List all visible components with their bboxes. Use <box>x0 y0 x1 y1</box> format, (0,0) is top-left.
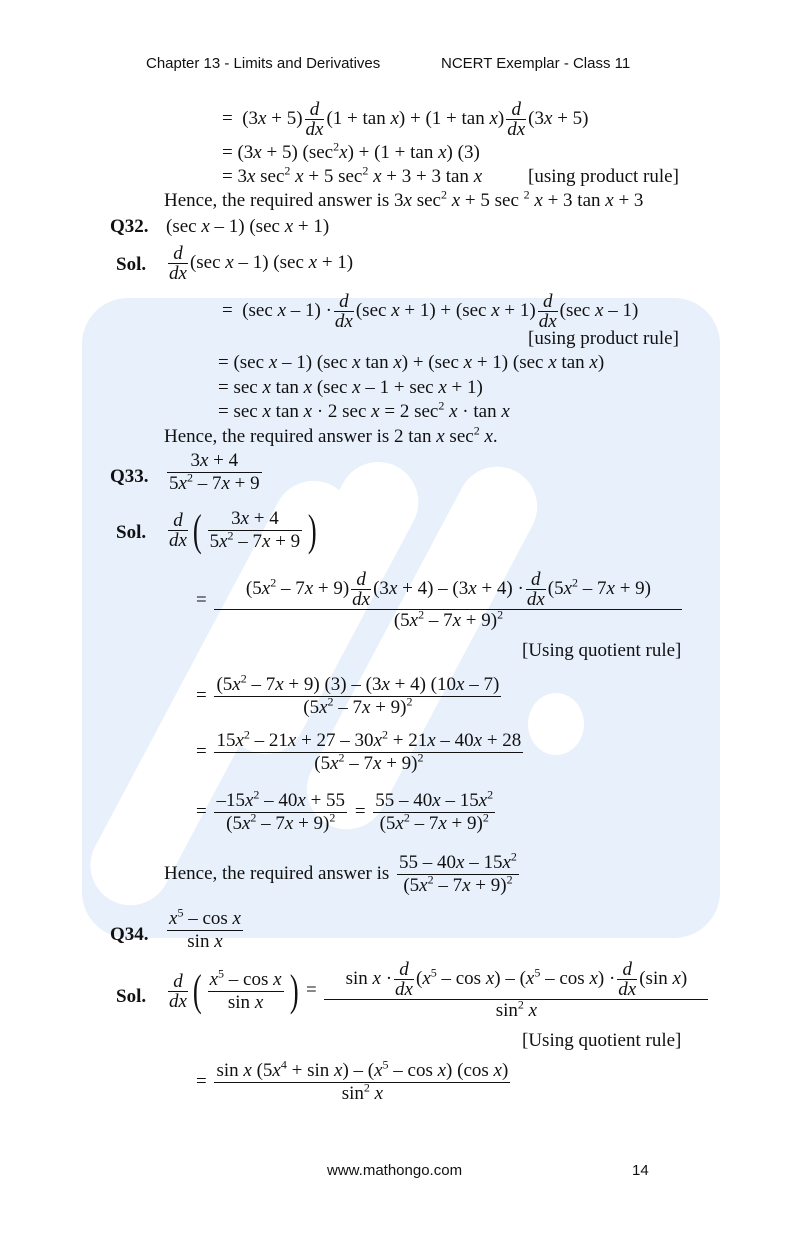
q34-quotient-rule-note: [Using quotient rule] <box>522 1030 682 1051</box>
q32-answer: Hence, the required answer is 2 tan x $\sec^2 x$. <box>164 423 498 447</box>
continued-answer: Hence, the required answer is 3x $\sec^2 x + 5$ sec $^2$ x + 3 tan x + 3 <box>164 187 644 211</box>
watermark-dot <box>528 693 584 755</box>
q33-sol-label: Sol. <box>116 522 147 543</box>
q33-step-2: = $\frac{(5x^2 - 7x + 9) (3) - (3x + 4) (10x - 7)}{(5x^2 - 7x + 9)^2}$ <box>196 671 500 718</box>
q32-product-rule-note: [using product rule] <box>528 328 679 349</box>
q33-question: $\frac{3x + 4}{5x^2 - 7x + 9}$ <box>169 450 260 494</box>
continued-step-3: = 3x $\sec^2 x + 5$ $\sec^2 x + 3 + 3$ tan x <box>222 163 483 187</box>
product-rule-note: [using product rule] <box>528 166 679 187</box>
q34-question: $\frac{x^5 - \cos x}{\text{sin x}}$ <box>169 905 241 952</box>
q34-label: Q34. <box>110 924 149 945</box>
q32-question: (sec x – 1) (sec x + 1) <box>166 216 330 237</box>
chapter-header: Chapter 13 - Limits and Derivatives <box>146 55 381 72</box>
q32-step-4: = sec x tan x · 2 sec x = 2 $\sec^2 x \cdot \tan x$ <box>218 398 510 422</box>
q33-sol-first: $\frac{d}{dx}$ ( $\frac{3x + 4}{5x^2 - 7x + 9}$ ) <box>169 505 317 555</box>
q33-step-3: = $\frac{15x^2 - 21x + 27 - 30x^2 + 21x - 40x + 28}{(5x^2 - 7x + 9)^2}$ <box>196 727 522 774</box>
q33-answer: Hence, the required answer is $\frac{55 - 40x - 15x^2}{(5x^2 - 7x + 9)^2}$ <box>164 849 517 896</box>
page-number: 14 <box>632 1162 649 1179</box>
q32-sol-first: $\frac{d}{dx}$ (sec x – 1) (sec x + 1) <box>169 243 354 284</box>
q33-answer-text: Hence, the required answer is <box>164 862 390 884</box>
continued-step-2: = (3x + 5) $(\sec^2x) + (1 + \tan x)$ (3) <box>222 139 480 163</box>
q32-step-3: = sec x tan x (sec x – 1 + sec x + 1) <box>218 377 483 398</box>
continued-step-1: = (3x + 5) $\frac{d}{dx}$ (1 + tan x) + (1 + tan x) $\frac{d}{dx}$ (3x + 5) <box>222 99 589 140</box>
q34-sol-label: Sol. <box>116 986 147 1007</box>
q33-quotient-rule-note: [Using quotient rule] <box>522 640 682 661</box>
q33-step-4: = $\frac{-15x^2 - 40x + 55}{(5x^2 - 7x + 9)^2}$ = $\frac{55 - 40x - 15x^2}{(5x^2 - 7x + 9)^2}$ <box>196 787 494 834</box>
q32-step-1: = (sec x – 1) · $\frac{d}{dx}$ (sec x + 1) + (sec x + 1) $\frac{d}{dx}$ (sec x – 1) <box>222 291 639 332</box>
q33-label: Q33. <box>110 466 149 487</box>
q34-step-2: = $\frac{\sin x (5x^4 + \sin x) - (x^5 - \cos x) (\cos x)}{\sin^2 x}$ <box>196 1057 509 1104</box>
book-header: NCERT Exemplar - Class 11 <box>441 55 631 72</box>
q32-step-2: = (sec x – 1) (sec x tan x) + (sec x + 1) (sec x tan x) <box>218 352 605 373</box>
q32-label: Q32. <box>110 216 149 237</box>
website-footer: www.mathongo.com <box>327 1162 463 1179</box>
q33-step-1: = $(5x^2 - 7x + 9)$ $\frac{d}{dx}$ (3x + 4) – (3x + 4) · $\frac{d}{dx}$ $(5x^2 - 7x + 9)$ $(5x^2 - 7x + 9)^2$ <box>196 570 685 632</box>
q32-sol-label: Sol. <box>116 254 147 275</box>
q34-sol-step-1: $\frac{d}{dx}$ ( $\frac{x^5 - \cos x}{\text{sin x}}$ ) = sin x · $\frac{d}{dx}$ ($x^5$ – $\cos x) - (x^5$ – cos x) · $\frac{d}{dx}$ (sin x) $\sin^2 x$ <box>166 960 711 1022</box>
